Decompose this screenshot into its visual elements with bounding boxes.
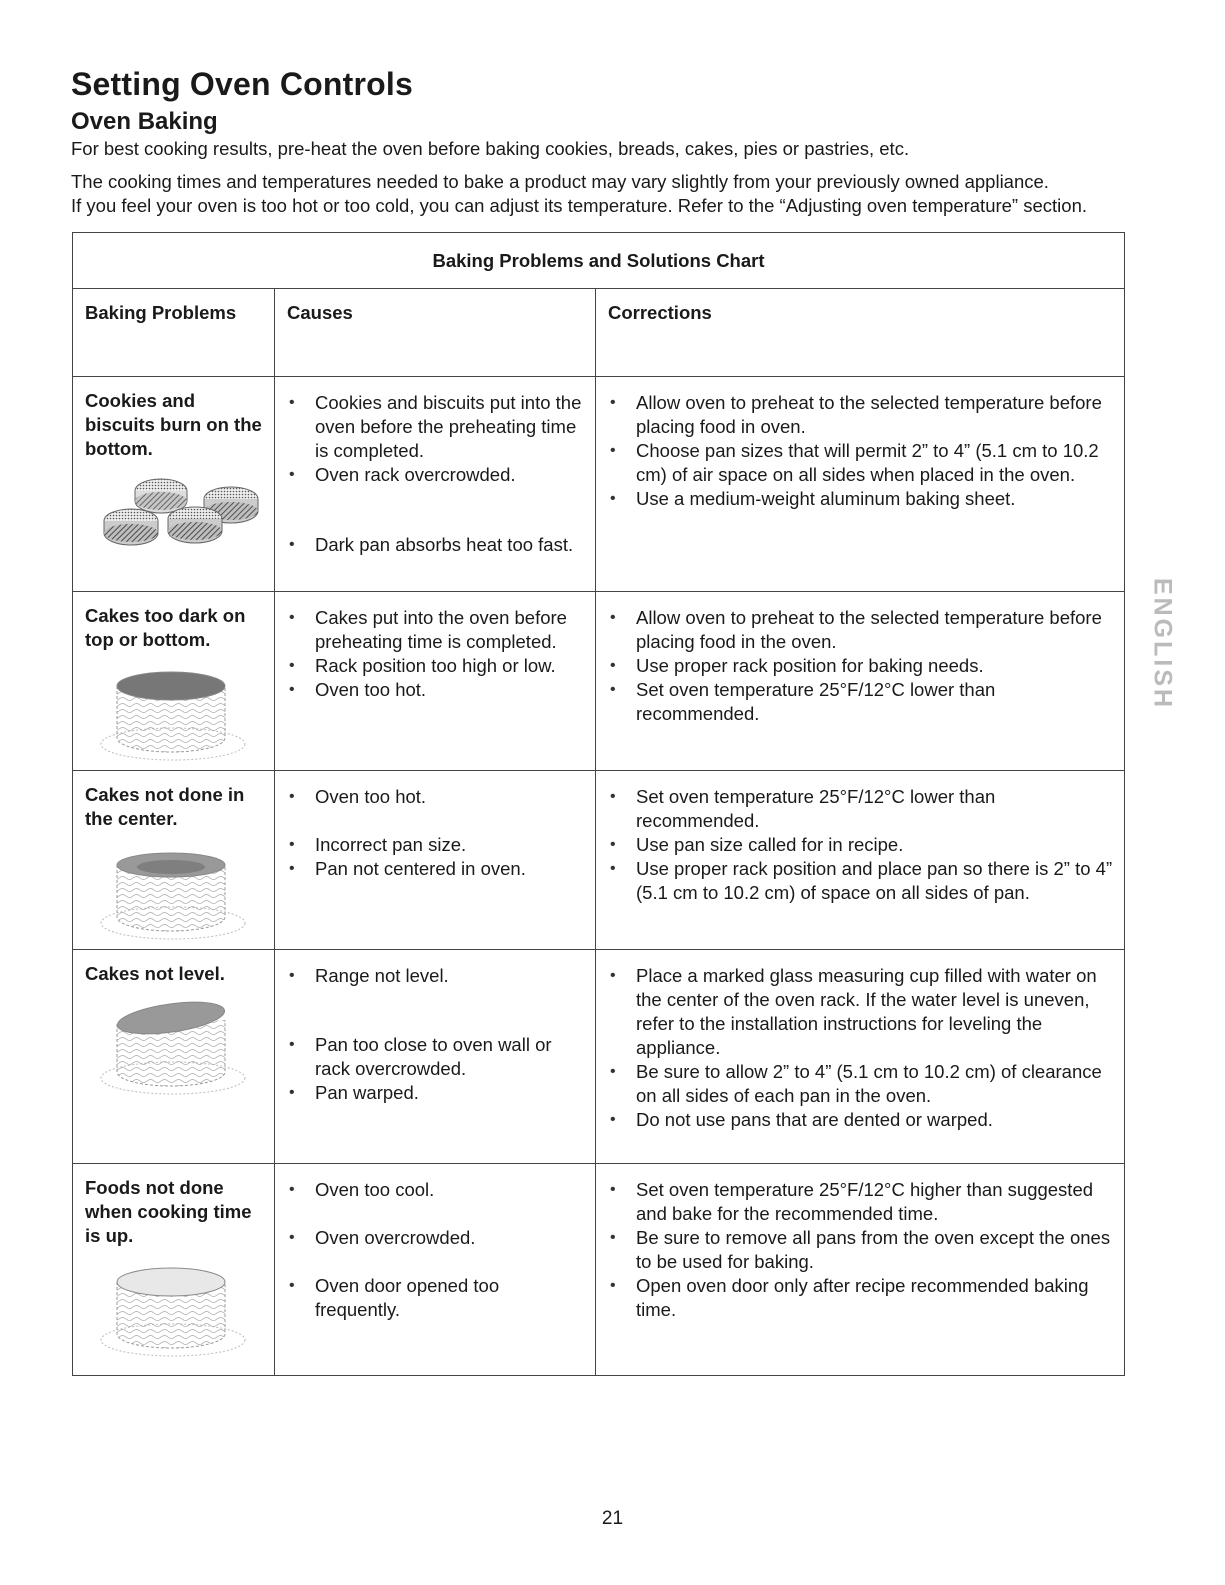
corrections-cell [596,950,1125,1164]
corrections-cell [596,771,1125,950]
cause-item: • Incorrect pan size. [287,833,585,857]
correction-item: • Allow oven to preheat to the selected temperature before placing food in the oven. [608,606,1114,654]
section-subtitle: Oven Baking [71,108,218,135]
correction-item: • Use a medium-weight aluminum baking sheet. [608,487,1114,511]
page-number: 21 [601,1508,624,1529]
correction-item: • Do not use pans that are dented or warped. [608,1108,1114,1132]
baking-problem-text: Cakes not level. [85,963,225,984]
cause-item: • Rack position too high or low. [287,654,585,678]
cause-item: • Pan too close to oven wall or rack overcrowded. [287,1033,585,1081]
baking-problem-text: Cakes too dark on top or bottom. [85,605,246,650]
cause-item: • Range not level. [287,964,585,988]
baking-problem-cell [73,592,275,771]
chart-body [73,377,1125,1376]
causes-cell [275,592,596,771]
correction-list [608,1178,1114,1322]
cause-item: • Oven too hot. [287,678,585,702]
correction-item: • Set oven temperature 25°F/12°C higher than suggested and bake for the recommended time. [608,1178,1114,1226]
correction-list [608,391,1114,511]
chart-row [73,950,1125,1164]
intro-paragraph-2: The cooking times and temperatures needed to bake a product may vary slightly from your previously owned appliance. [71,171,1049,192]
cause-list [287,964,585,1105]
baking-problem-text: Cakes not done in the center. [85,784,245,829]
chart-row [73,592,1125,771]
page-title: Setting Oven Controls [71,66,413,102]
corrections-cell [596,377,1125,592]
correction-item: • Use proper rack position for baking needs. [608,654,1114,678]
corrections-cell [596,1164,1125,1376]
chart-title: Baking Problems and Solutions Chart [73,233,1125,289]
chart-row [73,377,1125,592]
correction-item: • Use pan size called for in recipe. [608,833,1114,857]
correction-list [608,785,1114,905]
causes-cell [275,950,596,1164]
baking-problem-text: Cookies and biscuits burn on the bottom. [85,390,262,459]
corrections-cell [596,592,1125,771]
correction-item: • Use proper rack position and place pan so there is 2” to 4” (5.1 cm to 10.2 cm) of space on all sides of pan. [608,857,1114,905]
header-baking-problems: Baking Problems [73,289,275,377]
cause-item: • Dark pan absorbs heat too fast. [287,533,585,557]
header-corrections: Corrections [596,289,1125,377]
chart-row [73,771,1125,950]
correction-item: • Be sure to allow 2” to 4” (5.1 cm to 10.2 cm) of clearance on all sides of each pan in the oven. [608,1060,1114,1108]
cause-item: • Oven too hot. [287,785,585,809]
baking-problem-cell [73,771,275,950]
language-tab [1148,577,1177,711]
cause-list [287,606,585,702]
correction-item: • Set oven temperature 25°F/12°C lower than recommended. [608,678,1114,726]
header-causes: Causes [275,289,596,377]
chart-header-row [73,289,1125,377]
cause-item: • Oven overcrowded. [287,1226,585,1250]
baking-problem-cell [73,377,275,592]
language-tab-label: ENGLISH [1148,577,1177,711]
baking-problem-text: Foods not done when cooking time is up. [85,1177,252,1246]
correction-item: • Set oven temperature 25°F/12°C lower than recommended. [608,785,1114,833]
cake-pale-icon [91,1256,262,1366]
baking-problem-cell [73,950,275,1164]
cause-item: • Cakes put into the oven before preheating time is completed. [287,606,585,654]
baking-problem-cell [73,1164,275,1376]
cause-list [287,785,585,881]
cause-item: • Pan not centered in oven. [287,857,585,881]
chart-row [73,1164,1125,1376]
correction-item: • Open oven door only after recipe recommended baking time. [608,1274,1114,1322]
intro-paragraph-3: If you feel your oven is too hot or too cold, you can adjust its temperature. Refer to the “Adjusting oven temperature” section. [71,195,1087,216]
correction-item: • Be sure to remove all pans from the oven except the ones to be used for baking. [608,1226,1114,1274]
cause-item: • Oven too cool. [287,1178,585,1202]
intro-paragraph-1: For best cooking results, pre-heat the oven before baking cookies, breads, cakes, pies or pastries, etc. [71,138,910,159]
causes-cell [275,771,596,950]
cake-sunken-center-icon [91,839,262,949]
causes-cell [275,377,596,592]
correction-item: • Allow oven to preheat to the selected temperature before placing food in oven. [608,391,1114,439]
correction-list [608,964,1114,1132]
correction-item: • Place a marked glass measuring cup filled with water on the center of the oven rack. If the water level is uneven, refer to the installation instructions for leveling the appliance. [608,964,1114,1060]
correction-list [608,606,1114,726]
correction-item: • Choose pan sizes that will permit 2” to 4” (5.1 cm to 10.2 cm) of air space on all sides when placed in the oven. [608,439,1114,487]
cookies-icon [91,469,262,557]
cause-item: • Oven rack overcrowded. [287,463,585,487]
cause-item: • Cookies and biscuits put into the oven before the preheating time is completed. [287,391,585,463]
cake-uneven-icon [91,994,262,1104]
causes-cell [275,1164,596,1376]
cause-list [287,391,585,557]
cause-item: • Pan warped. [287,1081,585,1105]
baking-problems-chart [72,232,1125,1376]
cause-list [287,1178,585,1322]
cake-dark-top-icon [91,660,262,770]
cause-item: • Oven door opened too frequently. [287,1274,585,1322]
